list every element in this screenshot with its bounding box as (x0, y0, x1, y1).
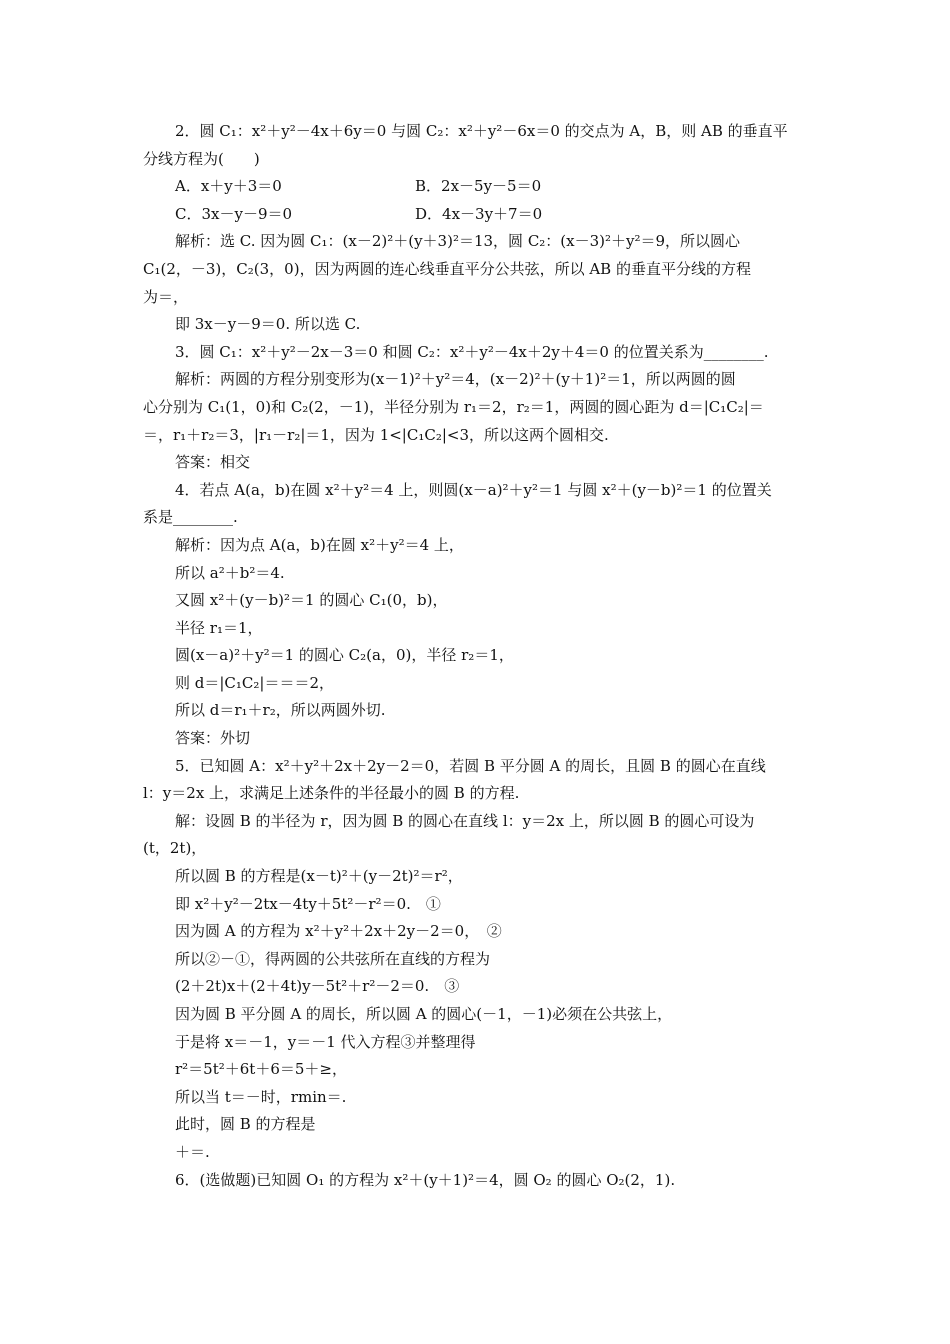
solution-5-line-10: r²＝5t²＋6t＋6＝5＋≥， (175, 1060, 347, 1079)
solution-5-line-1: 解：设圆 B 的半径为 r，因为圆 B 的圆心在直线 l：y＝2x 上，所以圆 B 的圆心可设为 (175, 811, 755, 830)
solution-4-line-3: 又圆 x²＋(y－b)²＝1 的圆心 C₁(0，b)， (175, 591, 448, 610)
document-body (143, 118, 811, 1194)
solution-5-line-5: 因为圆 A 的方程为 x²＋y²＋2x＋2y－2＝0， ② (175, 922, 502, 941)
solution-3-line-3: ＝，r₁＋r₂＝3，|r₁－r₂|＝1，因为 1<|C₁C₂|<3，所以这两个圆相交. (143, 425, 609, 444)
solution-5-line-7: (2＋2t)x＋(2＋4t)y－5t²＋r²－2＝0. ③ (175, 977, 460, 996)
solution-4-line-7: 所以 d＝r₁＋r₂，所以两圆外切. (175, 701, 386, 720)
problem-4-text-cont: 系是________. (143, 508, 238, 527)
option-d: D．4x－3y＋7＝0 (415, 204, 543, 223)
problem-5-text: 5．已知圆 A：x²＋y²＋2x＋2y－2＝0，若圆 B 平分圆 A 的周长，且圆 B 的圆心在直线 (175, 756, 766, 775)
solution-5-line-6: 所以②－①，得两圆的公共弦所在直线的方程为 (175, 949, 491, 968)
solution-2-line-1: 解析：选 C. 因为圆 C₁：(x－2)²＋(y＋3)²＝13，圆 C₂：(x－3)²＋y²＝9，所以圆心 (175, 232, 741, 251)
solution-2-line-3: 为＝， (143, 287, 189, 306)
problem-3-text: 3．圆 C₁：x²＋y²－2x－3＝0 和圆 C₂：x²＋y²－4x＋2y＋4＝0 的位置关系为________. (175, 342, 769, 361)
answer-3: 答案：相交 (175, 453, 251, 472)
solution-3-line-2: 心分别为 C₁(1，0)和 C₂(2，－1)，半径分别为 r₁＝2，r₂＝1，两圆的圆心距为 d＝|C₁C₂|＝ (143, 397, 764, 416)
solution-4-line-1: 解析：因为点 A(a，b)在圆 x²＋y²＝4 上， (175, 535, 464, 554)
solution-2-line-4: 即 3x－y－9＝0. 所以选 C. (175, 315, 361, 334)
solution-5-line-4: 即 x²＋y²－2tx－4ty＋5t²－r²＝0. ① (175, 894, 441, 913)
problem-4-text: 4．若点 A(a，b)在圆 x²＋y²＝4 上，则圆(x－a)²＋y²＝1 与圆 x²＋(y－b)²＝1 的位置关 (175, 480, 772, 499)
problem-2-options-row-2 (143, 201, 811, 229)
option-c: C．3x－y－9＝0 (175, 204, 293, 223)
solution-4-line-6: 则 d＝|C₁C₂|＝＝＝2， (175, 673, 335, 692)
answer-4: 答案：外切 (175, 729, 251, 748)
option-a: A．x＋y＋3＝0 (175, 177, 282, 196)
problem-2-options-row-1 (143, 173, 811, 201)
solution-5-line-2: (t，2t)， (143, 839, 207, 858)
problem-2-text-cont: 分线方程为( ) (143, 149, 260, 168)
problem-6-text: 6．(选做题)已知圆 O₁ 的方程为 x²＋(y＋1)²＝4，圆 O₂ 的圆心 O₂(2，1). (175, 1170, 676, 1189)
problem-2-text: 2．圆 C₁：x²＋y²－4x＋6y＝0 与圆 C₂：x²＋y²－6x＝0 的交点为 A，B，则 AB 的垂直平 (175, 122, 788, 140)
option-b: B．2x－5y－5＝0 (415, 177, 542, 196)
solution-5-line-3: 所以圆 B 的方程是(x－t)²＋(y－2t)²＝r²， (175, 867, 463, 886)
solution-5-line-9: 于是将 x＝－1，y＝－1 代入方程③并整理得 (175, 1032, 476, 1051)
solution-4-line-4: 半径 r₁＝1， (175, 618, 263, 637)
solution-5-line-11: 所以当 t＝－时，rmin＝. (175, 1087, 347, 1106)
solution-5-line-8: 因为圆 B 平分圆 A 的周长，所以圆 A 的圆心(－1，－1)必须在公共弦上， (175, 1005, 673, 1023)
solution-3-line-1: 解析：两圆的方程分别变形为(x－1)²＋y²＝4，(x－2)²＋(y＋1)²＝1，所以两圆的圆 (175, 370, 736, 389)
solution-2-line-2: C₁(2，－3)，C₂(3，0)，因为两圆的连心线垂直平分公共弦，所以 AB 的垂直平分线的方程 (143, 259, 751, 278)
solution-4-line-5: 圆(x－a)²＋y²＝1 的圆心 C₂(a，0)，半径 r₂＝1， (175, 646, 514, 665)
solution-5-line-13: ＋＝. (175, 1142, 210, 1161)
problem-5-text-cont: l：y＝2x 上，求满足上述条件的半径最小的圆 B 的方程. (143, 784, 520, 803)
solution-4-line-2: 所以 a²＋b²＝4. (175, 563, 285, 582)
solution-5-line-12: 此时，圆 B 的方程是 (175, 1115, 316, 1134)
